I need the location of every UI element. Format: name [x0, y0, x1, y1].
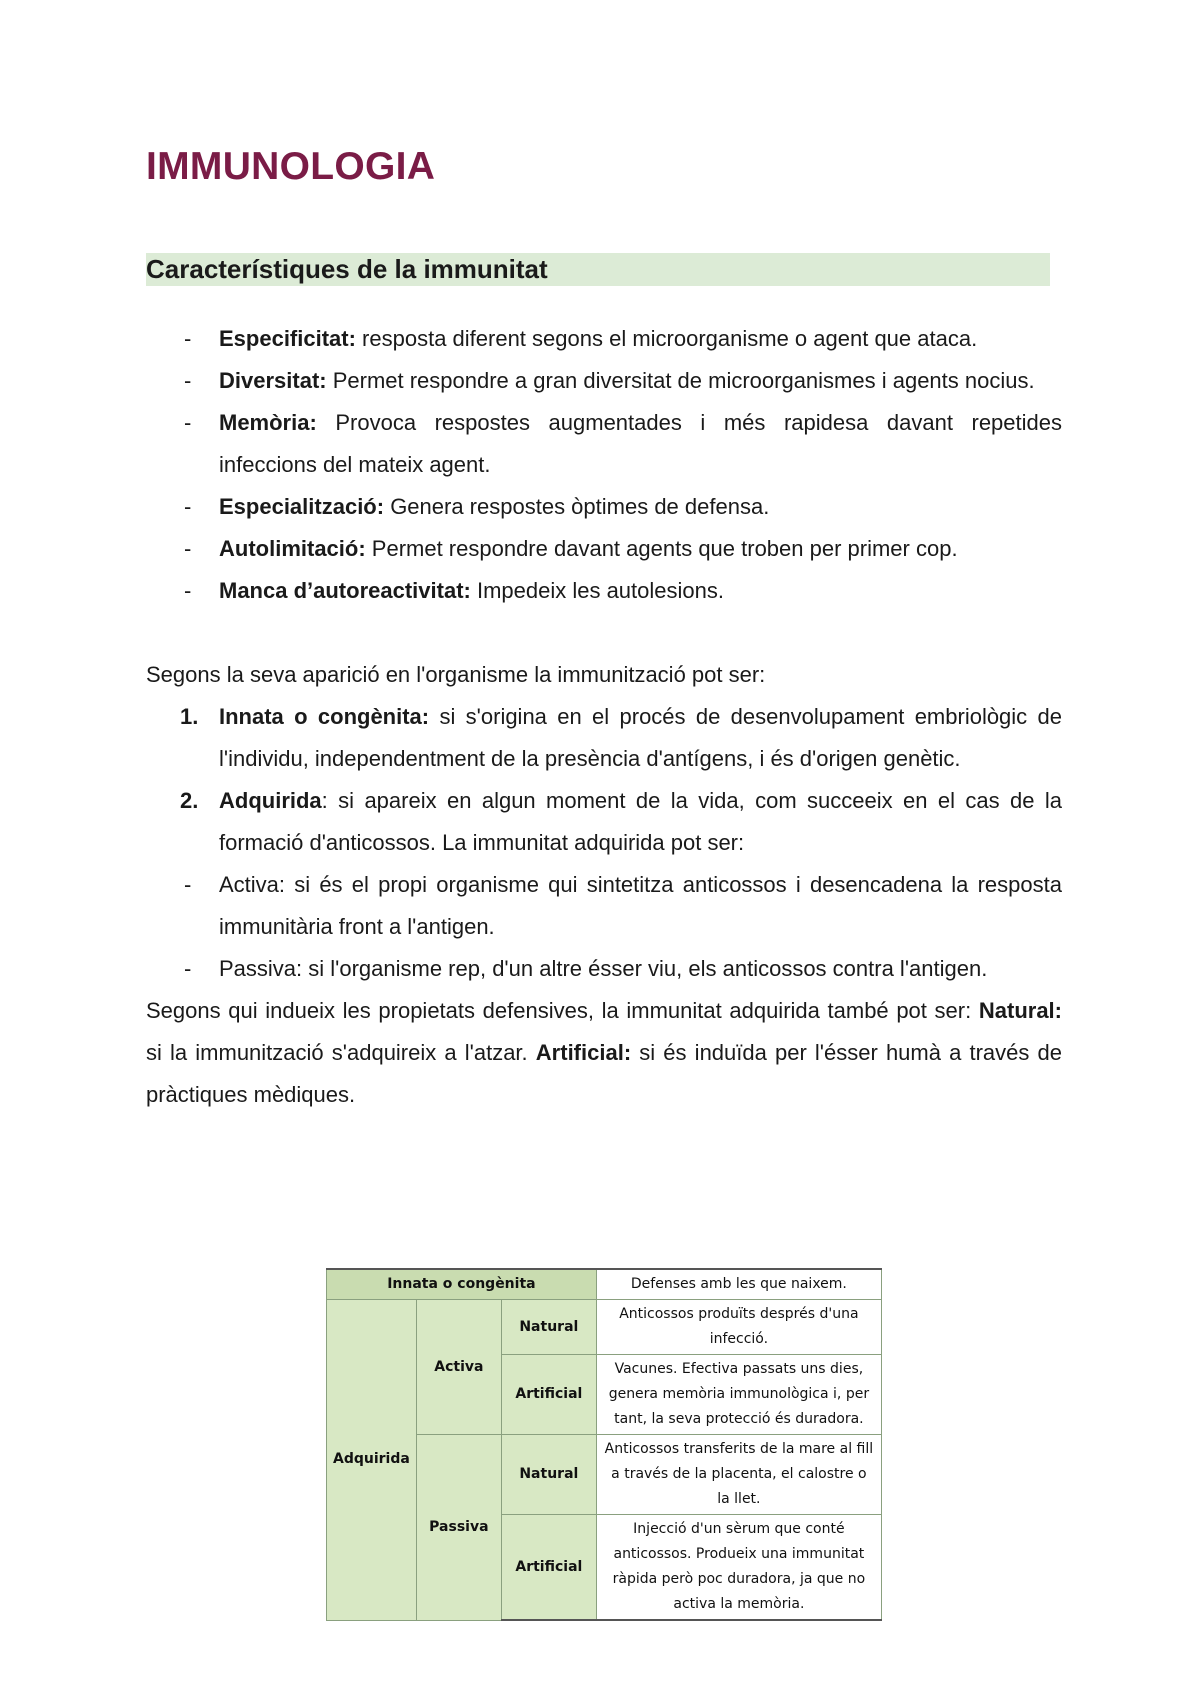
list-item-term: Manca d’autoreactivitat:	[219, 578, 471, 603]
numbered-item-term: Innata o congènita:	[219, 704, 430, 729]
list-item-text: Impedeix les autolesions.	[470, 578, 724, 603]
bullet-marker: -	[184, 494, 192, 519]
table-cell-desc: Injecció d'un sèrum que conté anticossos. Produeix una immunitat ràpida però poc duradora, ja que no activa la memòria.	[596, 1515, 881, 1621]
list-item-term: Especialització:	[219, 494, 385, 519]
bullet-marker: -	[184, 368, 192, 393]
table-row	[327, 1269, 882, 1300]
list-item-text: Permet respondre davant agents que troben per primer cop.	[365, 536, 958, 561]
intro-paragraph: Segons la seva aparició en l'organisme la immunització pot ser:	[146, 662, 766, 687]
spacer	[146, 612, 1062, 654]
table-cell-desc: Anticossos produïts després d'una infecció.	[596, 1300, 881, 1355]
artificial-term: Artificial:	[535, 1040, 632, 1065]
bullet-marker: -	[184, 578, 192, 603]
numbered-list	[146, 696, 1062, 864]
document-body	[146, 318, 1062, 1116]
bullet-marker: -	[184, 956, 192, 981]
characteristics-list	[146, 318, 1062, 612]
numbered-item-text: si s'origina en el procés de desenvolupament embriològic de l'individu, independentment de la presència d'antígens, i és d'origen genètic.	[219, 704, 1062, 771]
immunity-table	[326, 1268, 882, 1621]
table-cell-natural: Natural	[501, 1435, 596, 1515]
closing-intro: Segons qui indueix les propietats defensives, la immunitat adquirida també pot ser:	[146, 998, 979, 1023]
list-item	[146, 402, 1062, 486]
list-item	[146, 948, 1062, 990]
table-cell-artificial: Artificial	[501, 1515, 596, 1621]
list-item	[146, 360, 1062, 402]
list-item	[146, 318, 1062, 360]
acquired-types-list	[146, 864, 1062, 990]
bullet-marker: -	[184, 326, 192, 351]
table-cell-artificial: Artificial	[501, 1355, 596, 1435]
list-item-text: Passiva: si l'organisme rep, d'un altre ésser viu, els anticossos contra l'antigen.	[219, 956, 988, 981]
table-cell-desc: Vacunes. Efectiva passats uns dies, genera memòria immunològica i, per tant, la seva protecció és duradora.	[596, 1355, 881, 1435]
section-heading: Característiques de la immunitat	[146, 253, 1050, 286]
list-item	[146, 570, 1062, 612]
list-item-term: Autolimitació:	[219, 536, 366, 561]
numbered-item	[146, 780, 1062, 864]
numbered-item	[146, 696, 1062, 780]
list-item	[146, 486, 1062, 528]
page-title: IMMUNOLOGIA	[146, 145, 436, 188]
list-item-text: Genera respostes òptimes de defensa.	[384, 494, 770, 519]
table-cell-passive: Passiva	[416, 1435, 501, 1621]
list-item	[146, 864, 1062, 948]
bullet-marker: -	[184, 872, 192, 897]
list-item	[146, 528, 1062, 570]
table-cell-innate-label: Innata o congènita	[327, 1269, 597, 1300]
list-item-text: Provoca respostes augmentades i més rapidesa davant repetides infeccions del mateix agent.	[219, 410, 1062, 477]
natural-term: Natural:	[978, 998, 1062, 1023]
list-item-term: Memòria:	[219, 410, 317, 435]
natural-text: si la immunització s'adquireix a l'atzar.	[146, 1040, 536, 1065]
list-item-text: Activa: si és el propi organisme qui sintetitza anticossos i desencadena la resposta immunitària front a l'antigen.	[219, 872, 1062, 939]
list-item-text: resposta diferent segons el microorganisme o agent que ataca.	[355, 326, 978, 351]
numbered-item-term: Adquirida	[219, 788, 322, 813]
table-cell-active: Activa	[416, 1300, 501, 1435]
immunity-table-figure	[326, 1268, 882, 1621]
table-cell-natural: Natural	[501, 1300, 596, 1355]
item-number: 2.	[180, 788, 199, 813]
table-cell-desc: Anticossos transferits de la mare al fill a través de la placenta, el calostre o la llet.	[596, 1435, 881, 1515]
artificial-text: si és induïda per l'ésser humà a través de pràctiques mèdiques.	[146, 1040, 1062, 1107]
list-item-text: Permet respondre a gran diversitat de microorganismes i agents nocius.	[326, 368, 1035, 393]
numbered-item-text: : si apareix en algun moment de la vida, com succeeix en el cas de la formació d'anticossos. La immunitat adquirida pot ser:	[219, 788, 1062, 855]
item-number: 1.	[180, 704, 199, 729]
closing-paragraph	[146, 990, 1062, 1116]
table-cell-innate-desc: Defenses amb les que naixem.	[596, 1269, 881, 1300]
list-item-term: Diversitat:	[219, 368, 327, 393]
list-item-term: Especificitat:	[219, 326, 356, 351]
table-cell-acquired: Adquirida	[327, 1300, 417, 1621]
bullet-marker: -	[184, 410, 192, 435]
bullet-marker: -	[184, 536, 192, 561]
table-row	[327, 1300, 882, 1355]
